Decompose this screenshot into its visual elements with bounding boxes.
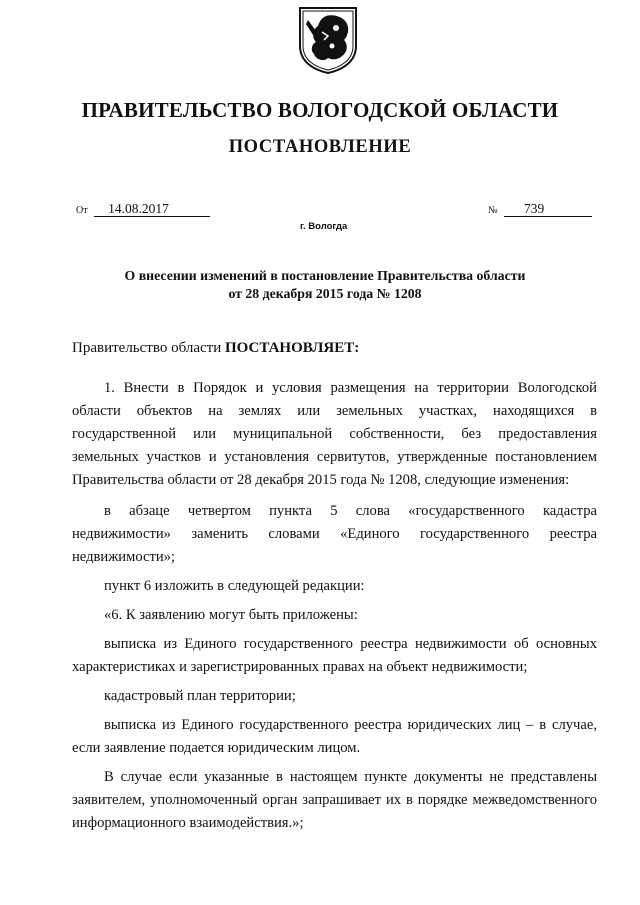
preamble-text: Правительство области [72,340,225,356]
subject-line-2: от 28 декабря 2015 года № 1208 [228,286,422,301]
paragraph: выписка из Единого государственного реестра юридических лиц – в случае, если заявление подается юридическим лицом. [72,717,597,756]
paragraph: «6. К заявлению могут быть приложены: [104,607,358,623]
paragraph: В случае если указанные в настоящем пункте документы не представлены заявителем, уполномоченный орган запрашивает их в порядке межведомственного информационного взаимодействия.»; [72,769,597,831]
date-prefix: От [76,205,88,216]
paragraph: пункт 6 изложить в следующей редакции: [104,578,365,594]
paragraph: выписка из Единого государственного реестра недвижимости об основных характеристиках и зарегистрированных правах на объект недвижимости; [72,636,597,675]
document-type: ПОСТАНОВЛЕНИЕ [228,137,412,157]
document-subject [60,267,590,303]
paragraph: в абзаце четвертом пункта 5 слова «государственного кадастра недвижимости» заменить словами «Единого государственного реестра недвижимости»; [72,503,597,565]
paragraph: кадастровый план территории; [104,688,296,704]
date-field [76,202,210,217]
number-value: 739 [504,202,592,217]
government-title: ПРАВИТЕЛЬСТВО ВОЛОГОДСКОЙ ОБЛАСТИ [81,98,559,122]
subject-line-1: О внесении изменений в постановление Правительства области [124,268,526,283]
preamble [72,340,359,357]
document-body [72,377,597,841]
paragraph: 1. Внести в Порядок и условия размещения на территории Вологодской области объектов на землях или земельных участках, находящихся в государственной или муниципальной собственности, без предоставления земельных участков и установления сервитутов, утвержденные постановлением Правительства области от 28 декабря 2015 года № 1208, следующие изменения: [72,380,597,488]
city: г. Вологда [300,221,348,232]
number-field [488,202,592,217]
preamble-emphasis: ПОСТАНОВЛЯЕТ: [224,340,360,356]
coat-of-arms-icon [298,6,358,74]
number-prefix: № [488,205,498,216]
date-value: 14.08.2017 [94,202,210,217]
